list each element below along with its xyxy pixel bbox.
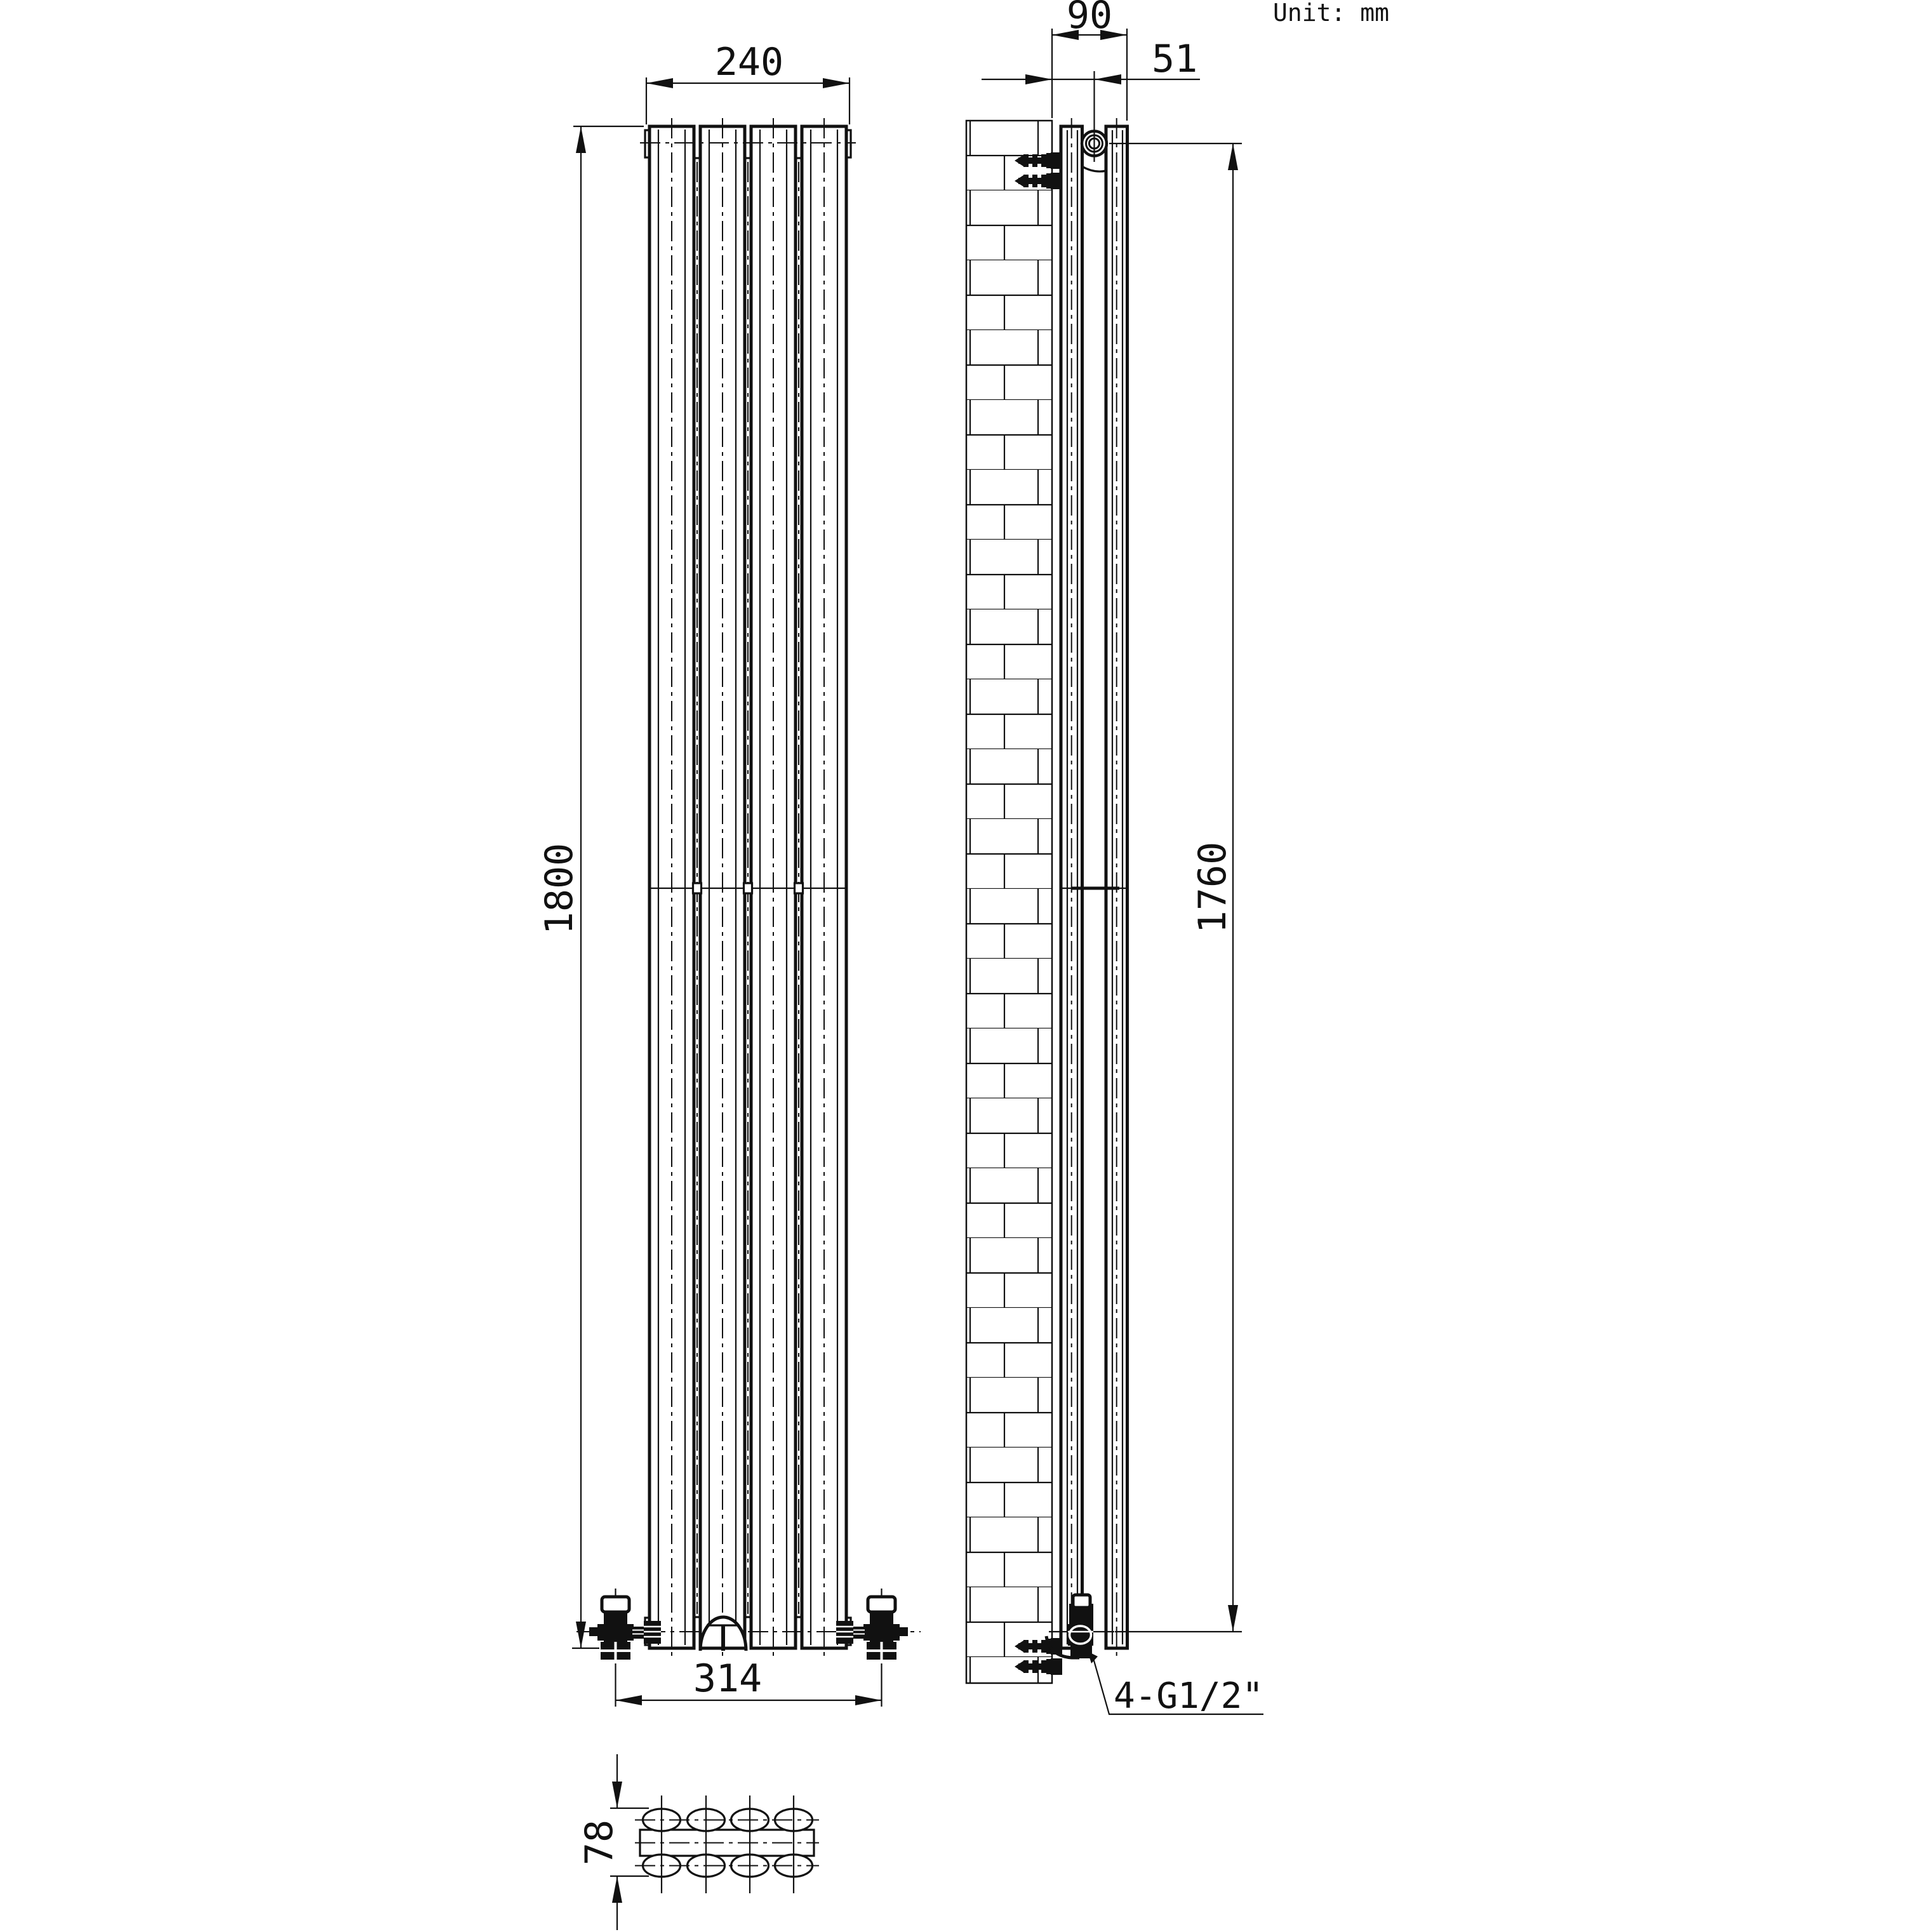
thread-callout [1093, 1658, 1263, 1717]
arrowhead [646, 78, 673, 88]
side-view [966, 0, 1263, 1717]
front-view [537, 40, 921, 1707]
dim-label-314: 314 [693, 1656, 763, 1701]
arrowhead [612, 1876, 622, 1903]
side-columns [1061, 118, 1128, 1656]
thread-label: 4-G1/2" [1114, 1676, 1264, 1717]
top-weld-seam [1082, 166, 1106, 171]
valve-head-outline [602, 1597, 629, 1612]
arrowhead [576, 1622, 586, 1648]
dim-label-51: 51 [1152, 37, 1198, 81]
arrowhead [1228, 143, 1238, 170]
arrowhead [612, 1782, 622, 1808]
arrowhead [576, 126, 586, 153]
arrowhead [1025, 74, 1052, 84]
dim-front-height [537, 126, 644, 1648]
unit-label: Unit: mm [1273, 0, 1390, 27]
arrowhead [1228, 1605, 1238, 1632]
dim-label-1760: 1760 [1190, 841, 1235, 934]
arrowhead [823, 78, 849, 88]
dim-side-depth [1052, 0, 1127, 121]
arrowhead [855, 1695, 882, 1705]
arrowhead [616, 1695, 643, 1705]
dim-label-78: 78 [577, 1819, 622, 1866]
brick-wall [966, 121, 1052, 1683]
dim-mounting-height [1109, 143, 1242, 1632]
dim-label-240: 240 [714, 40, 784, 84]
dim-valve-span [616, 1656, 882, 1707]
dim-front-width [646, 40, 849, 124]
arrowhead [1095, 74, 1121, 84]
dim-label-1800: 1800 [537, 843, 582, 935]
section-view [577, 1754, 819, 1930]
valve-head-outline [868, 1597, 895, 1612]
dim-label-90: 90 [1066, 0, 1113, 37]
